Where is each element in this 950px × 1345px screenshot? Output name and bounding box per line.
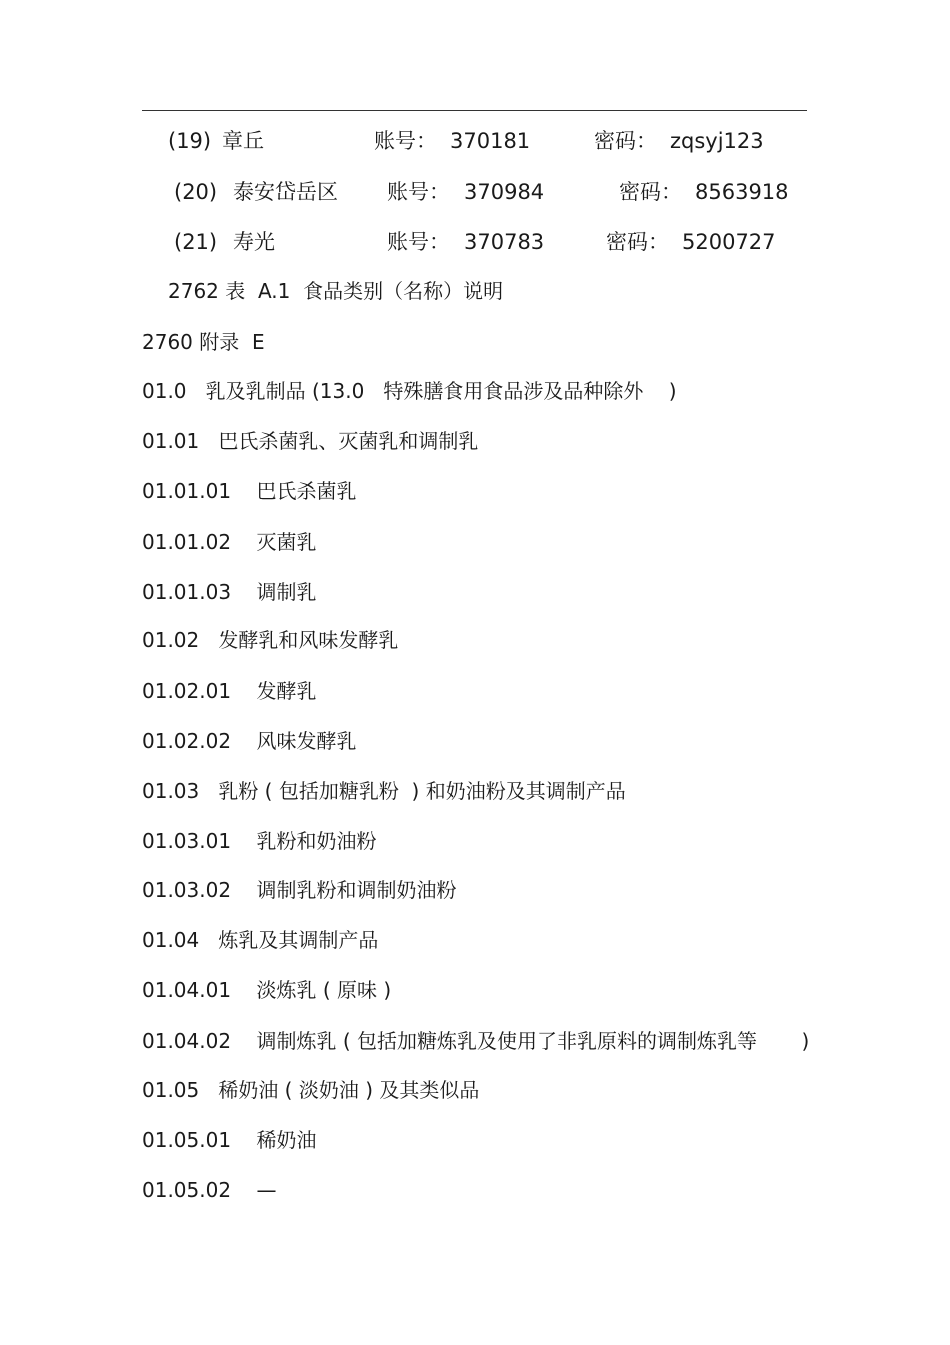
appendix-heading: 2760 附录 E [142,330,265,354]
account-row-20 [174,177,854,207]
password-label: 密码： [619,180,682,204]
category-line: 01.02.01 发酵乳 [142,679,317,703]
category-line: 01.02 发酵乳和风味发酵乳 [142,628,399,652]
password-label: 密码： [606,230,669,254]
category-line: 01.03.01 乳粉和奶油粉 [142,829,377,853]
account-value: 370984 [464,180,545,204]
category-line: 01.05.01 稀奶油 [142,1128,317,1152]
category-line: 01.04.01 淡炼乳 ( 原味 ) [142,978,392,1002]
account-label: 账号： [387,180,450,204]
account-row-19 [168,126,848,156]
category-line: 01.01.03 调制乳 [142,580,317,604]
category-line: 01.0 乳及乳制品 (13.0 特殊膳食用食品涉及品种除外 ) [142,379,677,403]
category-line: 01.05 稀奶油 ( 淡奶油 ) 及其类似品 [142,1078,480,1102]
category-line: 01.05.02 — [142,1178,277,1202]
password-value: 8563918 [695,180,789,204]
table-caption: 2762 表 A.1 食品类别（名称）说明 [168,279,504,303]
header-rule [142,110,807,111]
account-row-21 [174,227,854,257]
account-number: (19) [168,129,212,153]
account-place: 章丘 [222,129,264,153]
category-line: 01.01 巴氏杀菌乳、灭菌乳和调制乳 [142,429,479,453]
category-line: 01.04.02 调制炼乳 ( 包括加糖炼乳及使用了非乳原料的调制炼乳等 ) [142,1029,810,1053]
account-value: 370783 [464,230,545,254]
account-value: 370181 [450,129,531,153]
account-label: 账号： [387,230,450,254]
password-label: 密码： [594,129,657,153]
category-line: 01.04 炼乳及其调制产品 [142,928,379,952]
category-line: 01.01.02 灭菌乳 [142,530,317,554]
account-place: 泰安岱岳区 [233,180,338,204]
category-line: 01.03.02 调制乳粉和调制奶油粉 [142,878,457,902]
account-number: (20) [174,180,218,204]
category-line: 01.02.02 风味发酵乳 [142,729,357,753]
account-label: 账号： [374,129,437,153]
password-value: 5200727 [682,230,776,254]
account-number: (21) [174,230,218,254]
account-place: 寿光 [233,230,275,254]
category-line: 01.03 乳粉 ( 包括加糖乳粉 ) 和奶油粉及其调制产品 [142,779,626,803]
category-line: 01.01.01 巴氏杀菌乳 [142,479,357,503]
password-value: zqsyj123 [670,129,764,153]
